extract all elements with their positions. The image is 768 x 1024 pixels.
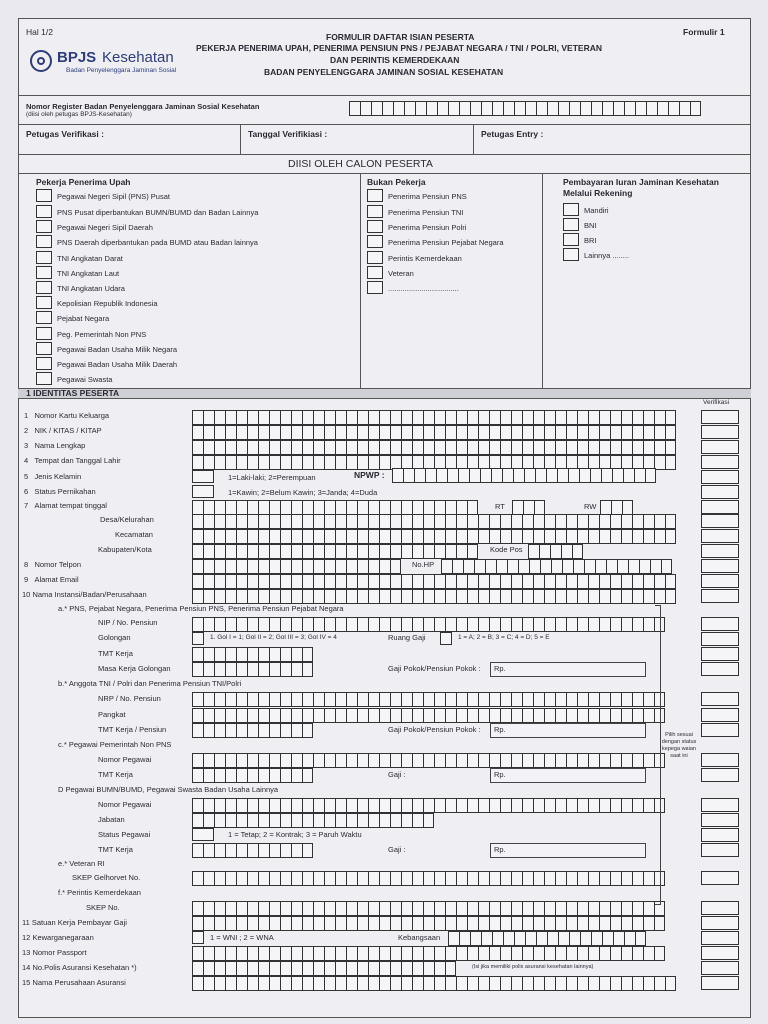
row-9-label: 9 Alamat Email [24, 575, 79, 584]
rw-input[interactable] [600, 500, 633, 515]
row-8-label: 8 Nomor Telpon [24, 560, 81, 569]
logo-text-bpjs: BPJS [57, 49, 97, 66]
a-tmt-label: TMT Kerja [98, 649, 133, 658]
checkbox-bukan-5[interactable] [367, 266, 383, 279]
polis-note: (Isi jika memiliki polis asuransi kesehatan lainnya) [472, 964, 594, 970]
bukan-item-label: Perintis Kemerdekaan [388, 254, 462, 263]
verifikasi-box[interactable] [701, 589, 739, 603]
ppu-item-label: Pegawai Swasta [57, 375, 113, 384]
f-skep-input[interactable] [192, 901, 665, 916]
d-gaji-label: Gaji : [388, 845, 406, 854]
kewarganegaraan-input[interactable] [192, 931, 204, 944]
form-title-line3: DAN PERINTIS KEMERDEKAAN [330, 55, 460, 65]
instansi-input[interactable] [192, 589, 676, 604]
a-rp: Rp. [494, 664, 506, 673]
tanggal-verifikasi-label: Tanggal Verifikiasi : [248, 129, 328, 139]
d-status-input[interactable] [192, 828, 214, 841]
jk-hint: 1=Laki-laki; 2=Perempuan [228, 473, 316, 482]
bukan-item-label: Penerima Pensiun Pejabat Negara [388, 238, 504, 247]
bukan-item-label: Penerima Pensiun TNI [388, 208, 464, 217]
verifikasi-box[interactable] [701, 843, 739, 857]
f-skep-label: SKEP No. [86, 903, 120, 912]
bpjs-logo-icon [30, 50, 52, 72]
row-13-label: 13 Nomor Passport [22, 948, 87, 957]
b-nrp-input[interactable] [192, 692, 665, 707]
a-nip-input[interactable] [192, 617, 665, 632]
status-nikah-input[interactable] [192, 485, 214, 498]
checkbox-ppu-8[interactable] [36, 311, 52, 324]
logo-text-kesehatan: Kesehatan [102, 49, 174, 66]
c-tmt-label: TMT Kerja [98, 770, 133, 779]
checkbox-ppu-9[interactable] [36, 327, 52, 340]
a-gol-note: 1. Gol I = 1; Gol II = 2; Gol III = 3; Gol IV = 4 [210, 634, 337, 641]
rt-label: RT [495, 502, 505, 511]
register-note: (diisi oleh petugas BPJS-Kesehatan) [26, 111, 132, 118]
checkbox-ppu-6[interactable] [36, 281, 52, 294]
row-5-label: 5 Jenis Kelamin [24, 472, 82, 481]
bayar-subtitle: Melalui Rekening [563, 188, 633, 198]
passport-input[interactable] [192, 946, 665, 961]
verifikasi-column-label: Verifikasi [703, 399, 730, 406]
form-title-line2: PEKERJA PENERIMA UPAH, PENERIMA PENSIUN PNS / PEJABAT NEGARA / TNI / POLRI, VETERAN [196, 43, 603, 53]
row-11-label: 11 Satuan Kerja Pembayar Gaji [22, 918, 127, 927]
verifikasi-box[interactable] [701, 931, 739, 945]
bukan-item-label: Penerima Pensiun Polri [388, 223, 467, 232]
hp-label: No.HP [412, 560, 435, 569]
row-4-label: 4 Tempat dan Tanggal Lahir [24, 456, 121, 465]
bukan-item-label: Veteran [388, 269, 414, 278]
rw-label: RW [584, 502, 597, 511]
jenis-kelamin-input[interactable] [192, 470, 214, 483]
pilih-note: Pilih sesuai dengan status kepega waian saat ini [661, 732, 697, 760]
a-tmt-input[interactable] [192, 647, 313, 662]
checkbox-ppu-2[interactable] [36, 220, 52, 233]
kode-pos-input[interactable] [528, 544, 583, 559]
bank-label: Lainnya ........ [584, 251, 630, 260]
verifikasi-box[interactable] [701, 946, 739, 960]
verifikasi-box[interactable] [701, 455, 739, 469]
a-title: a.* PNS, Pejabat Negara, Penerima Pensiun PNS, Penerima Pensiun Pejabat Negara [58, 604, 344, 613]
b-nrp-label: NRP / No. Pensiun [98, 694, 161, 703]
form-title-line4: BADAN PENYELENGGARA JAMINAN SOSIAL KESEHATAN [264, 67, 504, 77]
rt-input[interactable] [512, 500, 545, 515]
a-nip-label: NIP / No. Pensiun [98, 618, 158, 627]
satker-input[interactable] [192, 916, 665, 931]
a-ruang-input[interactable] [440, 632, 452, 645]
verifikasi-box[interactable] [701, 961, 739, 975]
c-nomor-input[interactable] [192, 753, 665, 768]
bukan-item-label: Penerima Pensiun PNS [388, 192, 467, 201]
checkbox-bank-mandiri[interactable] [563, 203, 579, 216]
c-nomor-label: Nomor Pegawai [98, 755, 152, 764]
ppu-item-label: TNI Angkatan Laut [57, 269, 120, 278]
d-jabatan-label: Jabatan [98, 815, 125, 824]
telpon-input[interactable] [192, 559, 401, 574]
petugas-entry-label: Petugas Entry : [481, 129, 544, 139]
bank-label: Mandiri [584, 206, 609, 215]
row-10-label: 10 Nama Instansi/Badan/Perusahaan [22, 590, 147, 599]
kk-number-input[interactable] [192, 410, 676, 425]
checkbox-ppu-3[interactable] [36, 235, 52, 248]
b-tmt-input[interactable] [192, 723, 313, 738]
row-15-label: 15 Nama Perusahaan Asuransi [22, 978, 126, 987]
verifikasi-box[interactable] [701, 425, 739, 439]
bayar-title: Pembayaran Iuran Jaminan Kesehatan [563, 177, 719, 187]
verifikasi-box[interactable] [701, 723, 739, 737]
c-gaji-label: Gaji : [388, 770, 406, 779]
verifikasi-box[interactable] [701, 976, 739, 990]
bukan-item-label: .................................. [388, 284, 459, 293]
page-number: Hal 1/2 [26, 27, 53, 37]
a-gol-input[interactable] [192, 632, 204, 645]
register-label: Nomor Register Badan Penyelenggara Jaminan Sosial Kesehatan [26, 102, 260, 111]
alamat-input[interactable] [192, 500, 478, 515]
identitas-section-bar [18, 388, 751, 399]
checkbox-bukan-6[interactable] [367, 281, 383, 294]
verifikasi-box[interactable] [701, 798, 739, 812]
e-skep-input[interactable] [192, 871, 665, 886]
b-tmt-label: TMT Kerja / Pensiun [98, 725, 167, 734]
verifikasi-box[interactable] [701, 617, 739, 631]
row-14-label: 14 No.Polis Asuransi Kesehatan *) [22, 963, 137, 972]
c-tmt-input[interactable] [192, 768, 313, 783]
ppu-item-label: Pegawai Badan Usaha Milik Negara [57, 345, 178, 354]
checkbox-bank-lainnya[interactable] [563, 248, 579, 261]
checkbox-bukan-2[interactable] [367, 220, 383, 233]
verifikasi-box[interactable] [701, 470, 739, 484]
kecamatan-input[interactable] [192, 529, 676, 544]
bank-label: BNI [584, 221, 597, 230]
row-1-label: 1 Nomor Kartu Keluarga [24, 411, 110, 420]
ppu-item-label: Kepolisian Republik Indonesia [57, 299, 158, 308]
d-nomor-label: Nomor Pegawai [98, 800, 152, 809]
checkbox-ppu-4[interactable] [36, 251, 52, 264]
verifikasi-box[interactable] [701, 529, 739, 543]
row-3-label: 3 Nama Lengkap [24, 441, 86, 450]
row-6-label: 6 Status Pernikahan [24, 487, 96, 496]
checkbox-ppu-1[interactable] [36, 205, 52, 218]
a-masa-label: Masa Kerja Golongan [98, 664, 171, 673]
verifikasi-box[interactable] [701, 901, 739, 915]
verifikasi-box[interactable] [701, 485, 739, 499]
d-title: D Pegawai BUMN/BUMD, Pegawai Swasta Badan Usaha Lainnya [58, 785, 279, 794]
verifikasi-box[interactable] [701, 662, 739, 676]
b-title: b.* Anggota TNI / Polri dan Penerima Pensiun TNI/Polri [58, 679, 242, 688]
ppu-item-label: TNI Angkatan Udara [57, 284, 125, 293]
desa-label: Desa/Kelurahan [100, 515, 154, 524]
verifikasi-box[interactable] [701, 574, 739, 588]
b-gaji-label: Gaji Pokok/Pensiun Pokok : [388, 725, 481, 734]
d-tmt-input[interactable] [192, 843, 313, 858]
b-pangkat-input[interactable] [192, 708, 665, 723]
c-gaji-input[interactable] [490, 768, 646, 783]
row-12-label: 12 Kewarganegaraan [22, 933, 94, 942]
verifikasi-box[interactable] [701, 916, 739, 930]
verifikasi-box[interactable] [701, 813, 739, 827]
desa-input[interactable] [192, 514, 676, 529]
petugas-verifikasi-label: Petugas Verifikasi : [26, 129, 104, 139]
checkbox-ppu-10[interactable] [36, 342, 52, 355]
ppu-item-label: Pegawai Negeri Sipil (PNS) Pusat [57, 192, 170, 201]
row-2-label: 2 NIK / KITAS / KITAP [24, 426, 102, 435]
ppu-item-label: Peg. Pemerintah Non PNS [57, 330, 147, 339]
checkbox-bukan-3[interactable] [367, 235, 383, 248]
verifikasi-box[interactable] [701, 514, 739, 528]
verifikasi-box[interactable] [701, 871, 739, 885]
d-tmt-label: TMT Kerja [98, 845, 133, 854]
verifikasi-box[interactable] [701, 440, 739, 454]
hp-input[interactable] [441, 559, 672, 574]
verifikasi-box[interactable] [701, 632, 739, 646]
checkbox-ppu-5[interactable] [36, 266, 52, 279]
b-pangkat-label: Pangkat [98, 710, 126, 719]
d-status-note: 1 = Tetap; 2 = Kontrak; 3 = Paruh Waktu [228, 830, 362, 839]
verifikasi-box[interactable] [701, 828, 739, 842]
f-title: f.* Perintis Kemerdekaan [58, 888, 141, 897]
e-skep-label: SKEP Gelhorvet No. [72, 873, 141, 882]
polis-input[interactable] [192, 961, 456, 976]
ppu-item-label: Pejabat Negara [57, 314, 110, 323]
verifikasi-box[interactable] [701, 647, 739, 661]
verifikasi-box[interactable] [701, 410, 739, 424]
checkbox-bank-bri[interactable] [563, 233, 579, 246]
bank-label: BRI [584, 236, 597, 245]
checkbox-ppu-12[interactable] [36, 372, 52, 385]
kabupaten-input[interactable] [192, 544, 478, 559]
nikah-hint: 1=Kawin; 2=Belum Kawin; 3=Janda; 4=Duda [228, 488, 378, 497]
checkbox-ppu-7[interactable] [36, 296, 52, 309]
kebangsaan-label: Kebangsaan [398, 933, 441, 942]
c-title: c.* Pegawai Pemerintah Non PNS [58, 740, 172, 749]
e-title: e.* Veteran RI [58, 859, 105, 868]
a-gaji-input[interactable] [490, 662, 646, 677]
kode-pos-label: Kode Pos [490, 545, 523, 554]
checkbox-bukan-4[interactable] [367, 251, 383, 264]
ppu-title: Pekerja Penerima Upah [36, 177, 131, 187]
diisi-heading: DIISI OLEH CALON PESERTA [288, 158, 433, 170]
verifikasi-box[interactable] [701, 544, 739, 558]
a-gaji-label: Gaji Pokok/Pensiun Pokok : [388, 664, 481, 673]
checkbox-bank-bni[interactable] [563, 218, 579, 231]
d-jabatan-input[interactable] [192, 813, 434, 828]
npwp-label: NPWP : [354, 470, 385, 480]
kabupaten-label: Kabupaten/Kota [98, 545, 152, 554]
ppu-item-label: PNS Pusat diperbantukan BUMN/BUMD dan Badan Lainnya [57, 208, 259, 217]
verifikasi-box[interactable] [701, 692, 739, 706]
a-gol-label: Golongan [98, 633, 131, 642]
ppu-item-label: PNS Daerah diperbantukan pada BUMD atau Badan lainnya [57, 238, 258, 247]
ppu-item-label: Pegawai Negeri Sipil Daerah [57, 223, 153, 232]
verifikasi-box[interactable] [701, 559, 739, 573]
verifikasi-box[interactable] [701, 753, 739, 767]
checkbox-bukan-1[interactable] [367, 205, 383, 218]
a-ruang-label: Ruang Gaji [388, 633, 426, 642]
kebangsaan-input[interactable] [448, 931, 646, 946]
form-number: Formulir 1 [683, 27, 725, 37]
ppu-item-label: TNI Angkatan Darat [57, 254, 123, 263]
c-rp: Rp. [494, 770, 506, 779]
d-nomor-input[interactable] [192, 798, 665, 813]
bukan-title: Bukan Pekerja [367, 177, 426, 187]
b-rp: Rp. [494, 725, 506, 734]
logo-subtitle: Badan Penyelenggara Jaminan Sosial [66, 67, 177, 74]
b-gaji-input[interactable] [490, 723, 646, 738]
ppu-item-label: Pegawai Badan Usaha Milik Daerah [57, 360, 178, 369]
npwp-input[interactable] [392, 468, 656, 483]
checkbox-ppu-0[interactable] [36, 189, 52, 202]
register-number-input[interactable] [349, 101, 701, 116]
nama-lengkap-input[interactable] [192, 440, 676, 455]
form-title: FORMULIR DAFTAR ISIAN PESERTA [326, 32, 475, 42]
d-rp: Rp. [494, 845, 506, 854]
a-ruang-note: 1 = A; 2 = B; 3 = C; 4 = D; 5 = E [458, 634, 550, 641]
a-masa-input[interactable] [192, 662, 313, 677]
verifikasi-box[interactable] [701, 708, 739, 722]
verifikasi-box[interactable] [701, 500, 739, 514]
kecamatan-label: Kecamatan [115, 530, 153, 539]
checkbox-bukan-0[interactable] [367, 189, 383, 202]
row-7-label: 7 Alamat tempat tinggal [24, 501, 107, 510]
wni-hint: 1 = WNI ; 2 = WNA [210, 933, 274, 942]
d-gaji-input[interactable] [490, 843, 646, 858]
verifikasi-box[interactable] [701, 768, 739, 782]
email-input[interactable] [192, 574, 676, 589]
checkbox-ppu-11[interactable] [36, 357, 52, 370]
nik-input[interactable] [192, 425, 676, 440]
d-status-label: Status Pegawai [98, 830, 151, 839]
identitas-title: 1 IDENTITAS PESERTA [26, 388, 120, 398]
asuransi-input[interactable] [192, 976, 676, 991]
